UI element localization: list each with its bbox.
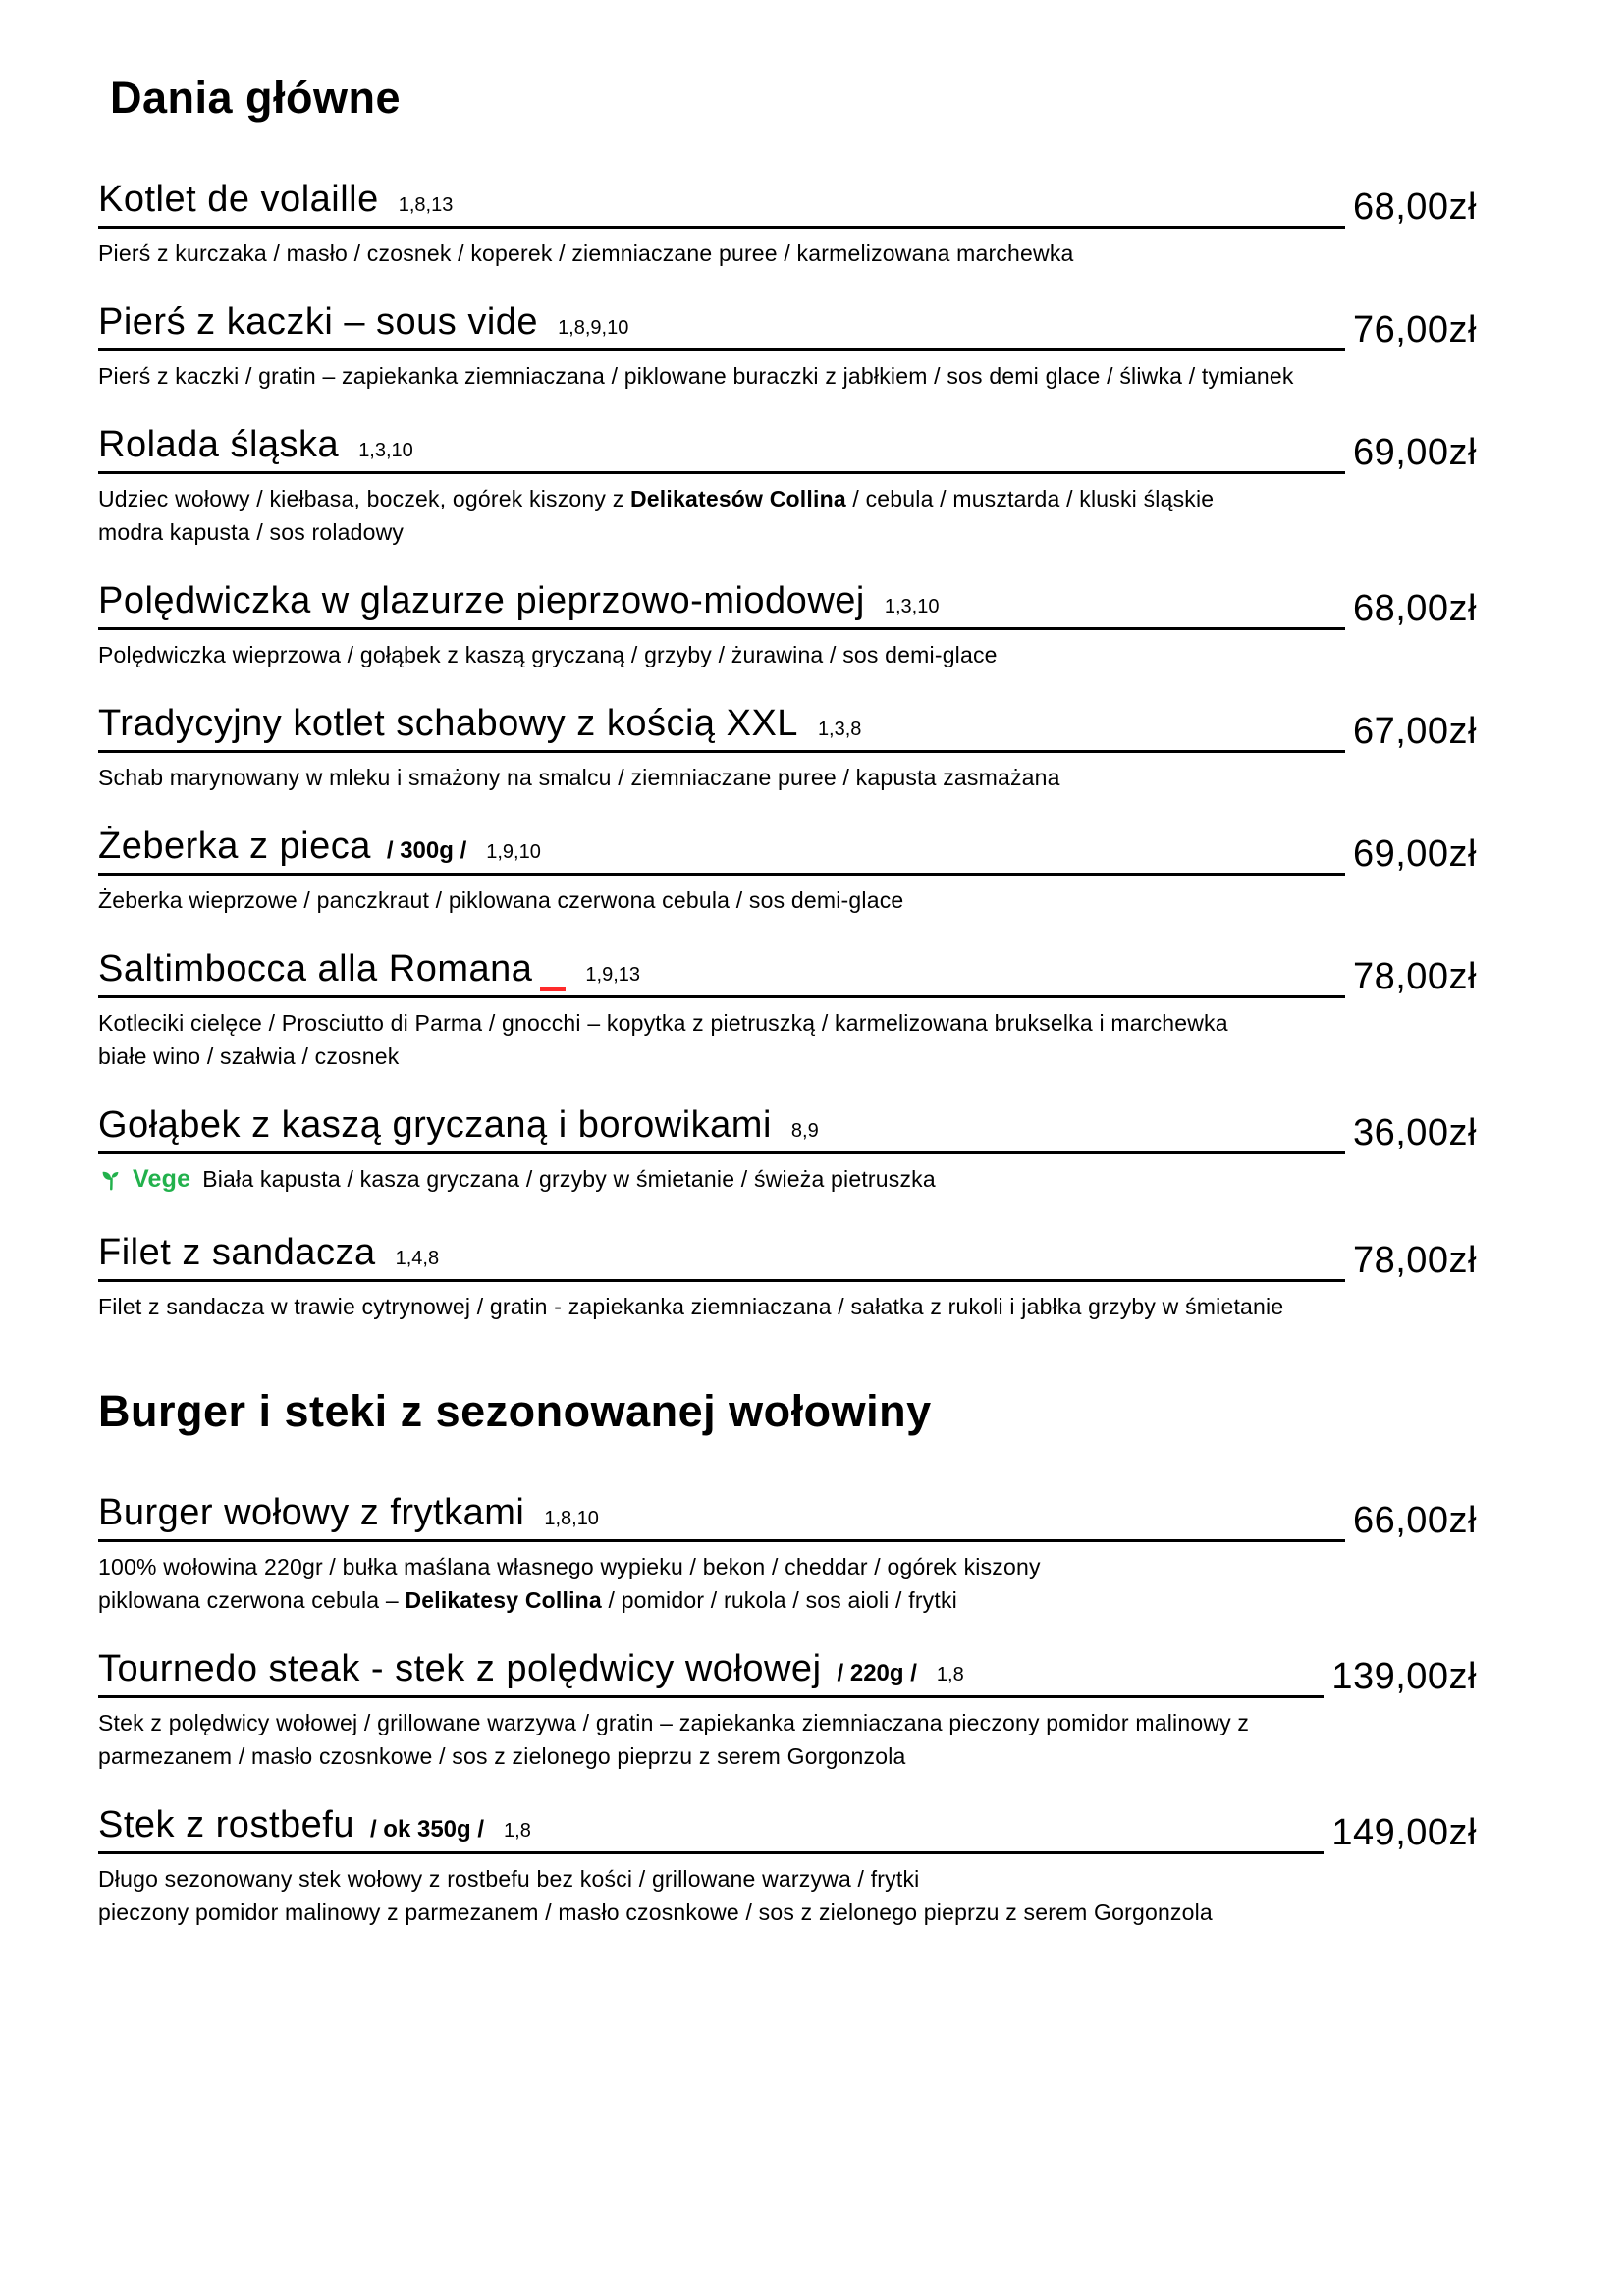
dish-description [98,1583,1477,1617]
dish-weight: / ok 350g / [369,1815,485,1842]
allergen-numbers: 1,3,10 [358,439,413,461]
menu-item-title-row [98,826,1477,876]
description-text: modra kapusta / sos roladowy [98,518,405,545]
dish-name: Rolada śląska [98,423,340,465]
dish-description [98,515,1477,549]
menu-item-title-row [98,301,1477,351]
menu-item [98,703,1477,794]
menu-item-title-row [98,1648,1477,1698]
dish-price: 67,00zł [1352,710,1477,752]
menu-item [98,580,1477,671]
description-text: pieczony pomidor malinowy z parmezanem / masło czosnkowe / sos z zielonego pieprzu z serem Gorgonzola [98,1898,1213,1925]
menu-item [98,179,1477,270]
description-text: / pomidor / rukola / sos aioli / frytki [601,1586,957,1613]
menu-item [98,1648,1477,1773]
allergen-numbers: 1,8 [504,1819,531,1842]
menu-item-title-line [98,948,1345,998]
dish-description [98,1290,1477,1323]
menu-item-title-line [98,1492,1345,1542]
menu-item [98,1804,1477,1929]
description-text: 100% wołowina 220gr / bułka maślana własnego wypieku / bekon / cheddar / ogórek kiszony [98,1553,1041,1579]
dish-name: Pierś z kaczki – sous vide [98,300,539,343]
menu-item-title-row [98,179,1477,229]
menu-item-title-line [98,1804,1324,1854]
menu-item-title-row [98,1804,1477,1854]
dish-description [98,1896,1477,1929]
description-text: Długo sezonowany stek wołowy z rostbefu bez kości / grillowane warzywa / frytki [98,1865,920,1892]
description-text: Polędwiczka wieprzowa / gołąbek z kaszą gryczaną / grzyby / żurawina / sos demi-glace [98,641,998,667]
allergen-numbers: 1,9,10 [486,840,541,863]
menu-item-title-line [98,424,1345,474]
dish-price: 69,00zł [1352,431,1477,473]
dish-price: 69,00zł [1352,832,1477,875]
dish-name: Stek z rostbefu [98,1803,354,1845]
description-text: Biała kapusta / kasza gryczana / grzyby w śmietanie / świeża pietruszka [202,1165,936,1192]
dish-price: 78,00zł [1352,1239,1477,1281]
dish-description [98,1040,1477,1073]
dish-description [98,1162,1477,1201]
menu-item [98,301,1477,393]
description-text: Kotleciki cielęce / Prosciutto di Parma / gnocchi – kopytka z pietruszką / karmelizowana brukselka i marchewka [98,1009,1228,1036]
allergen-numbers: 1,3,10 [884,595,940,617]
dish-price: 68,00zł [1352,587,1477,629]
menu-item-title-line [98,1648,1324,1698]
dish-name: Polędwiczka w glazurze pieprzowo-miodowej [98,579,865,621]
dish-description [98,638,1477,671]
description-text: parmezanem / masło czosnkowe / sos z zielonego pieprzu z serem Gorgonzola [98,1742,906,1769]
menu-item-title-line [98,826,1345,876]
dish-description [98,883,1477,917]
dish-description [98,1862,1477,1896]
dish-description [98,761,1477,794]
spellcheck-mark [540,987,566,991]
dish-name: Tournedo steak - stek z polędwicy wołowej [98,1647,822,1689]
dish-price: 66,00zł [1352,1499,1477,1541]
vege-label: Vege [133,1164,191,1193]
menu-item-title-row [98,1492,1477,1542]
menu-item [98,826,1477,917]
dish-description [98,1006,1477,1040]
section-dania-glowne [98,73,1477,1323]
dish-name: Gołąbek z kaszą gryczaną i borowikami [98,1103,772,1146]
description-text: Delikatesy Collina [405,1586,602,1613]
dish-description [98,359,1477,393]
dish-description [98,1550,1477,1583]
section-burgery-i-steki [98,1386,1477,1929]
menu-item-title-line [98,179,1345,229]
dish-name: Kotlet de volaille [98,178,379,220]
allergen-numbers: 1,3,8 [817,718,862,740]
dish-description [98,1739,1477,1773]
menu-item [98,948,1477,1073]
menu-item-title-line [98,580,1345,630]
menu-item-title-row [98,1104,1477,1154]
menu-item-title-line [98,1104,1345,1154]
description-text: Pierś z kaczki / gratin – zapiekanka ziemniaczana / piklowane buraczki z jabłkiem / sos demi glace / śliwka / tymianek [98,362,1294,389]
dish-description [98,1706,1477,1739]
menu-item [98,1104,1477,1201]
dish-description [98,237,1477,270]
menu-item [98,424,1477,549]
menu-item [98,1232,1477,1323]
allergen-numbers: 1,8,13 [398,193,454,216]
description-text: białe wino / szałwia / czosnek [98,1042,400,1069]
description-text: piklowana czerwona cebula – [98,1586,406,1613]
dish-price: 78,00zł [1352,955,1477,997]
menu-item-title-line [98,1232,1345,1282]
description-text: Filet z sandacza w trawie cytrynowej / gratin - zapiekanka ziemniaczana / sałatka z rukoli i jabłka grzyby w śmietanie [98,1293,1284,1319]
menu-item-title-row [98,580,1477,630]
menu-item-title-row [98,1232,1477,1282]
dish-name: Filet z sandacza [98,1231,376,1273]
allergen-numbers: 8,9 [790,1119,819,1142]
menu-item-title-row [98,948,1477,998]
description-text: Pierś z kurczaka / masło / czosnek / koperek / ziemniaczane puree / karmelizowana marchewka [98,240,1074,266]
dish-price: 139,00zł [1331,1655,1477,1697]
dish-price: 149,00zł [1331,1811,1477,1853]
menu-page [98,73,1477,1929]
section-items [98,1492,1477,1929]
dish-name: Żeberka z pieca [98,825,371,867]
allergen-numbers: 1,8 [936,1663,964,1685]
menu-item-title-row [98,703,1477,753]
dish-price: 36,00zł [1352,1111,1477,1153]
section-items [98,179,1477,1323]
description-text: Żeberka wieprzowe / panczkraut / piklowana czerwona cebula / sos demi-glace [98,886,904,913]
dish-description [98,482,1477,515]
menu-item-title-row [98,424,1477,474]
dish-price: 68,00zł [1352,186,1477,228]
description-text: Stek z polędwicy wołowej / grillowane warzywa / gratin – zapiekanka ziemniaczana pieczony pomidor malinowy z [98,1709,1250,1735]
sprout-icon [98,1171,125,1197]
allergen-numbers: 1,8,9,10 [558,316,629,339]
allergen-numbers: 1,9,13 [585,963,640,986]
description-text: Schab marynowany w mleku i smażony na smalcu / ziemniaczane puree / kapusta zasmażana [98,764,1060,790]
menu-item [98,1492,1477,1617]
allergen-numbers: 1,4,8 [395,1247,440,1269]
description-text: Udziec wołowy / kiełbasa, boczek, ogórek kiszony z [98,485,630,511]
dish-price: 76,00zł [1352,308,1477,350]
section-heading: Burger i steki z sezonowanej wołowiny [98,1385,932,1436]
description-text: Delikatesów Collina [630,485,846,511]
dish-weight: / 220g / [837,1659,917,1686]
dish-name: Saltimbocca alla Romana [98,947,533,989]
dish-name: Burger wołowy z frytkami [98,1491,525,1533]
allergen-numbers: 1,8,10 [544,1507,599,1529]
menu-item-title-line [98,703,1345,753]
menu-item-title-line [98,301,1345,351]
dish-name: Tradycyjny kotlet schabowy z kością XXL [98,702,798,744]
section-heading: Dania główne [110,73,402,123]
dish-weight: / 300g / [386,836,467,864]
description-text: / cebula / musztarda / kluski śląskie [845,485,1215,511]
